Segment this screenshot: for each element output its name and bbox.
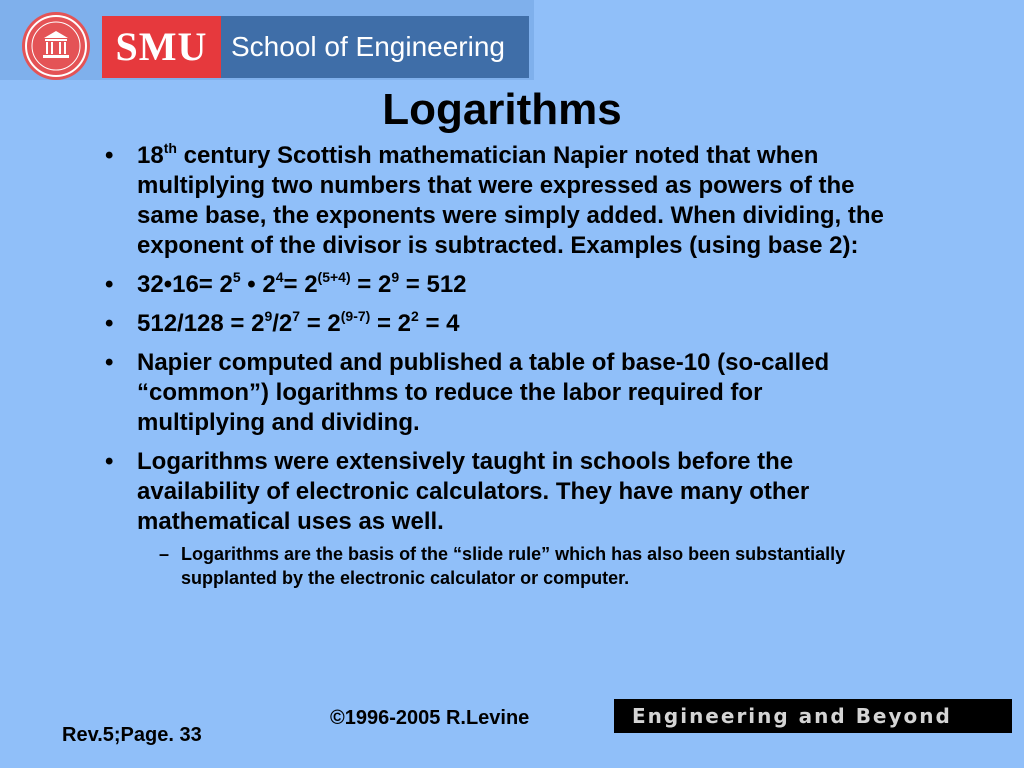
bullet-text: /2 <box>272 310 293 337</box>
exponent: (9-7) <box>340 308 371 324</box>
sub-bullet-text: Logarithms are the basis of the “slide rule” which has also been substantially supplanted by the electronic calculator or computer. <box>181 544 846 588</box>
bullet-text: = 2 <box>350 271 392 298</box>
engineering-beyond-banner: Engineering and Beyond <box>614 699 1012 733</box>
bullet-text: = 4 <box>418 310 460 337</box>
bullet-item <box>105 270 895 300</box>
exponent: (5+4) <box>317 269 351 285</box>
bullet-text: 32•16= 2 <box>137 271 233 298</box>
exponent: 4 <box>275 269 284 285</box>
bullet-marker: • <box>105 310 114 337</box>
exponent: 2 <box>411 308 419 324</box>
bullet-text: Napier computed and published a table of base-10 (so-called “common”) logarithms to reduce the labor required for multiplying and dividing. <box>137 349 830 436</box>
bullet-text: Logarithms were extensively taught in schools before the availability of electronic calculators. They have many other mathematical uses as well. <box>137 448 810 535</box>
superscript: th <box>163 140 177 156</box>
header-logo-bar <box>0 0 534 80</box>
bullet-list <box>105 141 895 590</box>
exponent: 9 <box>264 308 273 324</box>
bullet-marker: • <box>105 142 114 169</box>
bullet-text: = 512 <box>399 271 467 298</box>
bullet-marker: • <box>105 349 114 376</box>
bullet-text: = 2 <box>300 310 341 337</box>
bullet-text: century Scottish mathematician Napier noted that when multiplying two numbers that were expressed as powers of the same base, the exponents were simply added. When dividing, the exponent of the divisor is subtracted. Examples (using base 2): <box>137 142 884 259</box>
page-number: Rev.5;Page. 33 <box>62 724 202 746</box>
bullet-item <box>105 447 895 537</box>
exponent: 5 <box>232 269 241 285</box>
bullet-text: 18 <box>137 142 164 169</box>
bullet-item <box>105 309 895 339</box>
bullet-item <box>105 141 895 261</box>
bullet-text: = 2 <box>370 310 412 337</box>
bullet-marker: • <box>105 271 114 298</box>
sub-bullet-item <box>105 542 895 590</box>
bullet-text: 512/128 = 2 <box>137 310 265 337</box>
smu-logo-text: SMU <box>102 16 221 78</box>
bullet-item <box>105 348 895 438</box>
copyright-notice: ©1996-2005 R.Levine <box>330 707 530 729</box>
bullet-text: • 2 <box>240 271 276 298</box>
exponent: 9 <box>391 269 400 285</box>
slide-title: Logarithms <box>382 85 622 134</box>
bullet-text: = 2 <box>283 271 318 298</box>
exponent: 7 <box>292 308 301 324</box>
bullet-marker: • <box>105 448 114 475</box>
university-seal-icon <box>22 12 90 80</box>
sub-bullet-marker: – <box>159 544 170 564</box>
school-name: School of Engineering <box>221 16 529 78</box>
